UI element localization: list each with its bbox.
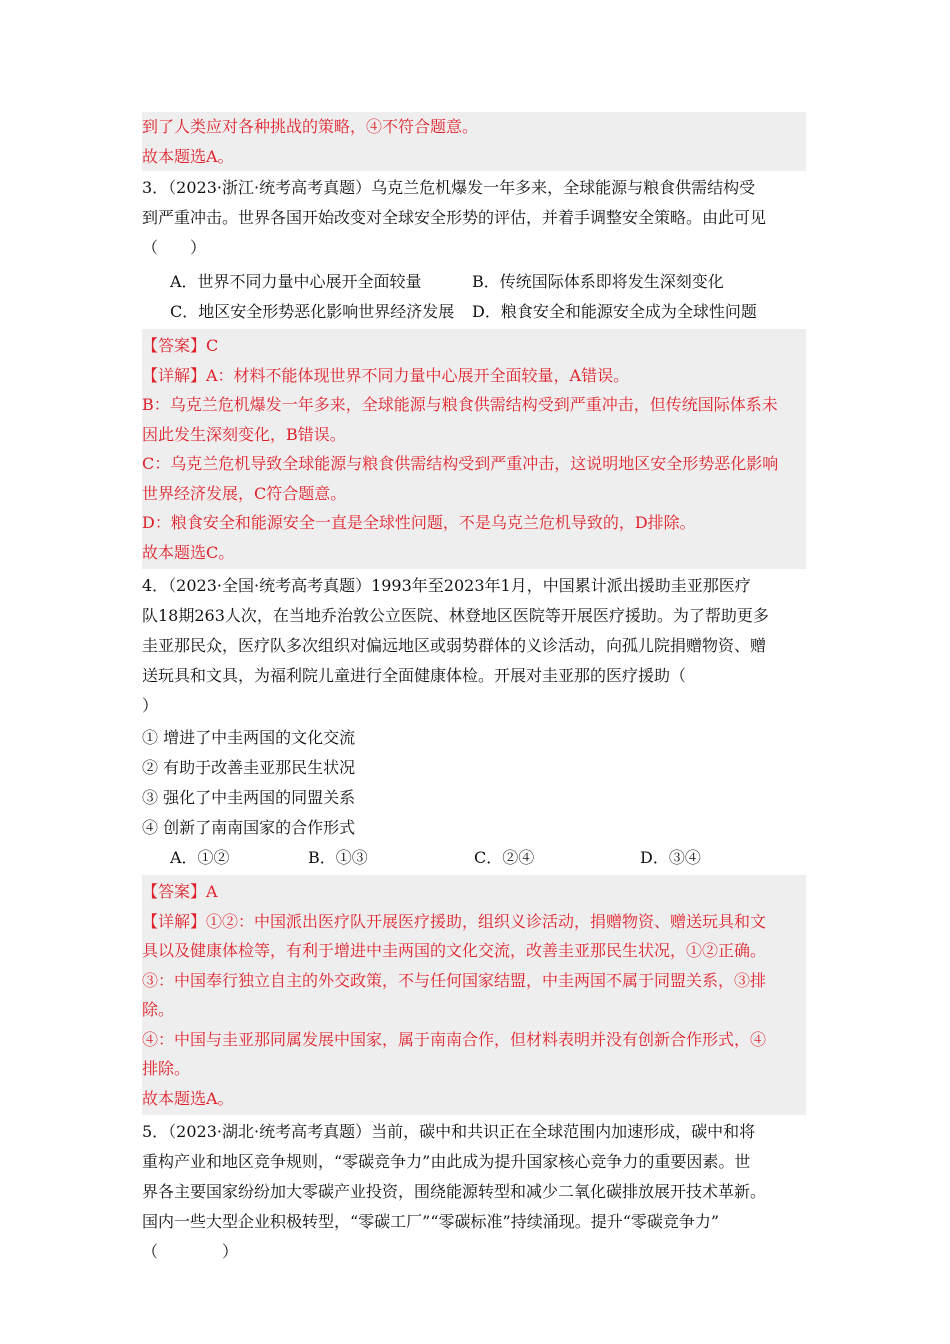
q3-detail-line: D：粮食安全和能源安全一直是全球性问题，不是乌克兰危机导致的，D排除。	[142, 513, 696, 532]
q3-option-d: D．粮食安全和能源安全成为全球性问题	[472, 302, 757, 321]
q3-detail-line: 世界经济发展，C符合题意。	[142, 483, 347, 503]
q5-stem-line: 国内一些大型企业积极转型，“零碳工厂”“零碳标准”持续涌现。提升“零碳竞争力”	[142, 1212, 720, 1231]
prev-conclusion: 故本题选A。	[142, 146, 234, 166]
q3-conclusion: 故本题选C。	[142, 542, 235, 562]
q3-detail-line: 【详解】A：材料不能体现世界不同力量中心展开全面较量，A错误。	[142, 365, 630, 385]
q4-stem-line: ）	[142, 696, 159, 715]
q4-detail-line: 除。	[142, 1000, 175, 1019]
q4-stem-line: 4．（2023·全国·统考高考真题）1993年至2023年1月，中国累计派出援助圭亚那医疗	[142, 576, 751, 595]
question-3	[142, 173, 806, 327]
q4-stem-line: 送玩具和文具，为福利院儿童进行全面健康体检。开展对圭亚那的医疗援助（	[142, 666, 687, 685]
q5-stem-line: （ ）	[142, 1242, 239, 1261]
q4-conclusion: 故本题选A。	[142, 1088, 234, 1108]
q4-detail-line: 具以及健康体检等，有利于增进中圭两国的文化交流，改善圭亚那民生状况，①②正确。	[142, 941, 767, 960]
document-body	[142, 112, 806, 1267]
q4-detail-line: 排除。	[142, 1059, 191, 1078]
q3-stem-line: 3．（2023·浙江·统考高考真题）乌克兰危机爆发一年多来，全球能源与粮食供需结构受	[142, 178, 756, 197]
q4-option-d: D．③④	[640, 848, 701, 867]
q3-detail-line: C：乌克兰危机导致全球能源与粮食供需结构受到严重冲击，这说明地区安全形势恶化影响	[142, 454, 779, 473]
q3-detail-line: B：乌克兰危机爆发一年多来，全球能源与粮食供需结构受到严重冲击，但传统国际体系未	[142, 395, 778, 414]
q4-option-a: A．①②	[170, 848, 230, 867]
q3-stem-line: （ ）	[142, 238, 207, 257]
q3-answer-block	[142, 329, 806, 569]
q3-option-a: A．世界不同力量中心展开全面较量	[170, 272, 422, 291]
q4-stem-line: 队18期263人次，在当地乔治敦公立医院、林登地区医院等开展医疗援助。为了帮助更多	[142, 606, 769, 625]
q4-item-2: ② 有助于改善圭亚那民生状况	[142, 758, 356, 777]
q4-option-c: C．②④	[474, 848, 535, 867]
q4-detail-line: ③：中国奉行独立自主的外交政策，不与任何国家结盟，中圭两国不属于同盟关系，③排	[142, 970, 767, 990]
q4-answer: 【答案】A	[142, 882, 218, 901]
q3-options-row	[142, 267, 806, 297]
q5-stem-line: 界各主要国家纷纷加大零碳产业投资，围绕能源转型和减少二氧化碳排放展开技术革新。	[142, 1182, 767, 1201]
q4-option-b: B．①③	[308, 848, 368, 867]
q3-option-b: B．传统国际体系即将发生深刻变化	[472, 272, 724, 291]
prev-detail-line: 到了人类应对各种挑战的策略，④不符合题意。	[142, 117, 479, 136]
question-5	[142, 1117, 806, 1267]
prev-answer-block	[142, 112, 806, 171]
question-4	[142, 571, 806, 873]
q4-item-1: ① 增进了中圭两国的文化交流	[142, 728, 356, 747]
q5-stem-line: 5．（2023·湖北·统考高考真题）当前，碳中和共识正在全球范围内加速形成，碳中和将	[142, 1122, 756, 1141]
q4-options-row	[142, 843, 806, 873]
q3-stem-line: 到严重冲击。世界各国开始改变对全球安全形势的评估，并着手调整安全策略。由此可见	[142, 208, 767, 227]
q4-stem-line: 圭亚那民众，医疗队多次组织对偏远地区或弱势群体的义诊活动，向孤儿院捐赠物资、赠	[142, 636, 767, 655]
q3-option-c: C．地区安全形势恶化影响世界经济发展	[170, 302, 455, 321]
q3-detail-line: 因此发生深刻变化，B错误。	[142, 424, 346, 444]
q3-options-row	[142, 297, 806, 327]
q4-item-4: ④ 创新了南南国家的合作形式	[142, 818, 356, 837]
q4-detail-line: 【详解】①②：中国派出医疗队开展医疗援助，组织义诊活动，捐赠物资、赠送玩具和文	[142, 911, 767, 931]
q4-item-3: ③ 强化了中圭两国的同盟关系	[142, 788, 356, 807]
q5-stem-line: 重构产业和地区竞争规则，“零碳竞争力”由此成为提升国家核心竞争力的重要因素。世	[142, 1152, 751, 1171]
q4-detail-line: ④：中国与圭亚那同属发展中国家，属于南南合作，但材料表明并没有创新合作形式，④	[142, 1029, 767, 1049]
q3-answer: 【答案】C	[142, 336, 219, 355]
q4-answer-block	[142, 875, 806, 1115]
